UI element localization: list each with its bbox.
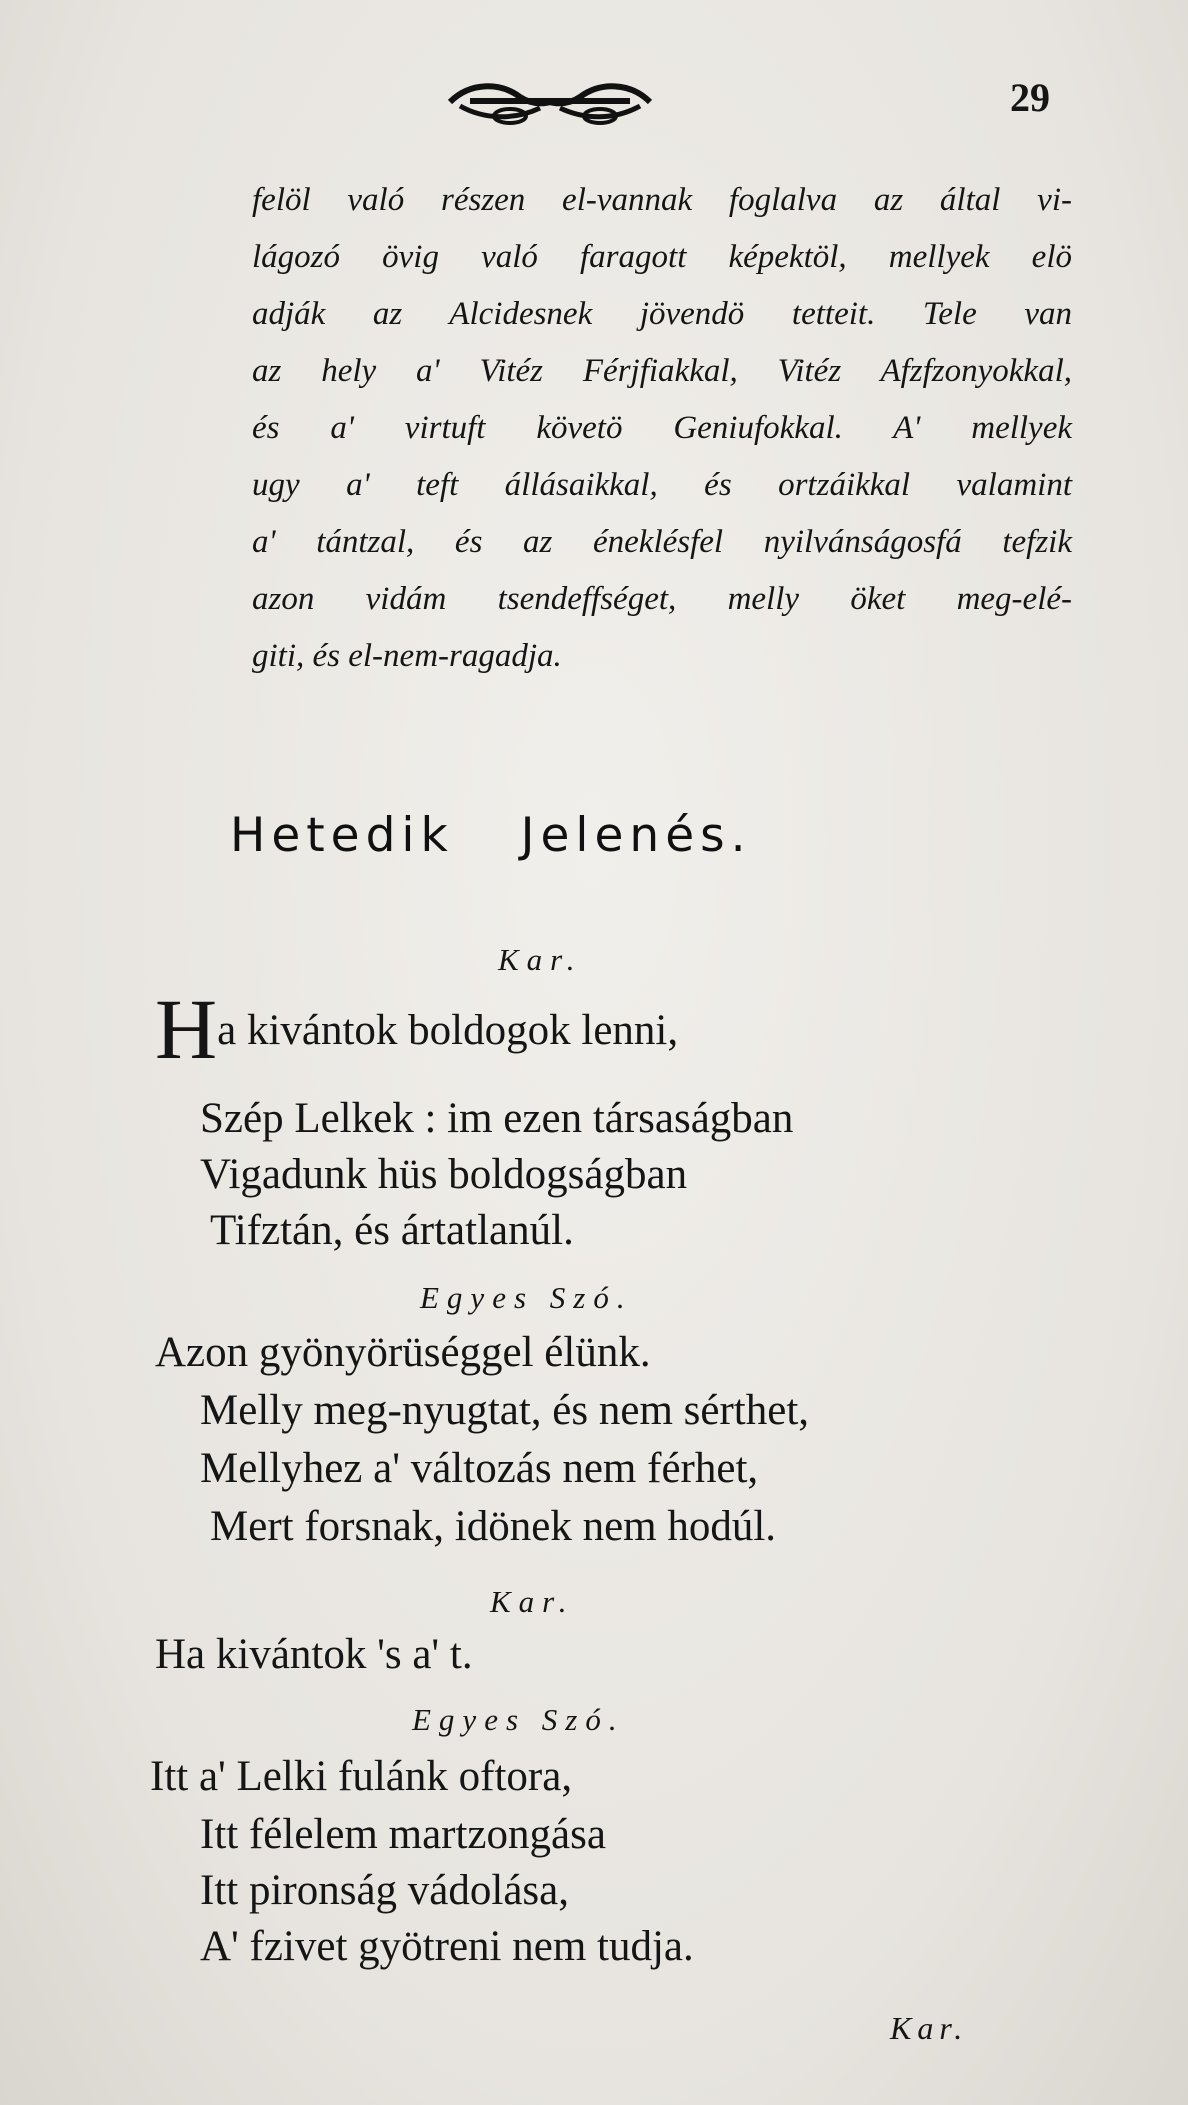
verse-line: Melly meg-nyugtat, és nem sérthet, (200, 1387, 810, 1434)
verse-line: A' fzivet gyötreni nem tudja. (200, 1923, 694, 1970)
verse-line: Szép Lelkek : im ezen társaságban (200, 1095, 794, 1142)
verse-line: Itt pironság vádolása, (200, 1867, 569, 1914)
speaker-label-egyes-szo: Egyes Szó. (412, 1702, 625, 1737)
verse-line: Mellyhez a' változás nem férhet, (200, 1445, 759, 1492)
verse-line: Azon gyönyörüséggel élünk. (155, 1329, 651, 1376)
prose-line: az hely a' Vitéz Férjfiakkal, Vitéz Afzfzonyokkal, (252, 353, 1072, 389)
scene-heading: Hetedik Jelenés. (230, 808, 752, 863)
stage-direction-paragraph (252, 172, 1072, 685)
verse-line-refrain: Ha kivántok 's a' t. (155, 1631, 473, 1678)
prose-line: és a' virtuft követö Geniufokkal. A' mellyek (252, 410, 1072, 446)
verse-line: Tifztán, és ártatlanúl. (210, 1207, 574, 1254)
verse-line-1 (155, 981, 679, 1077)
drop-cap: H (155, 981, 218, 1077)
prose-line: lágozó övig való faragott képektöl, mellyek elö (252, 239, 1072, 275)
verse-line: Vigadunk hüs boldogságban (200, 1151, 688, 1198)
prose-line: giti, és el-nem-ragadja. (252, 638, 562, 674)
prose-line: felöl való részen el-vannak foglalva az által vi- (252, 182, 1072, 218)
verse-line: Itt félelem martzongása (200, 1811, 606, 1858)
ornamental-headpiece (440, 72, 660, 132)
prose-line: ugy a' teft állásaikkal, és ortzáikkal valamint (252, 467, 1072, 503)
speaker-label-kar: Kar. (490, 1584, 575, 1619)
page-number: 29 (1010, 75, 1050, 120)
speaker-label-egyes-szo: Egyes Szó. (420, 1280, 633, 1315)
verse-line: Mert forsnak, idönek nem hodúl. (210, 1503, 777, 1550)
prose-line: a' tántzal, és az éneklésfel nyilvánságosfá tefzik (252, 524, 1072, 560)
catchword: Kar. (890, 2010, 969, 2046)
verse-line: Itt a' Lelki fulánk oftora, (150, 1753, 573, 1800)
prose-line: azon vidám tsendeffséget, melly öket meg-elé- (252, 581, 1072, 617)
verse-line-1-text: a kivántok boldogok lenni, (217, 1007, 679, 1054)
prose-line: adják az Alcidesnek jövendö tetteit. Tele van (252, 296, 1072, 332)
speaker-label-kar: Kar. (498, 942, 583, 977)
